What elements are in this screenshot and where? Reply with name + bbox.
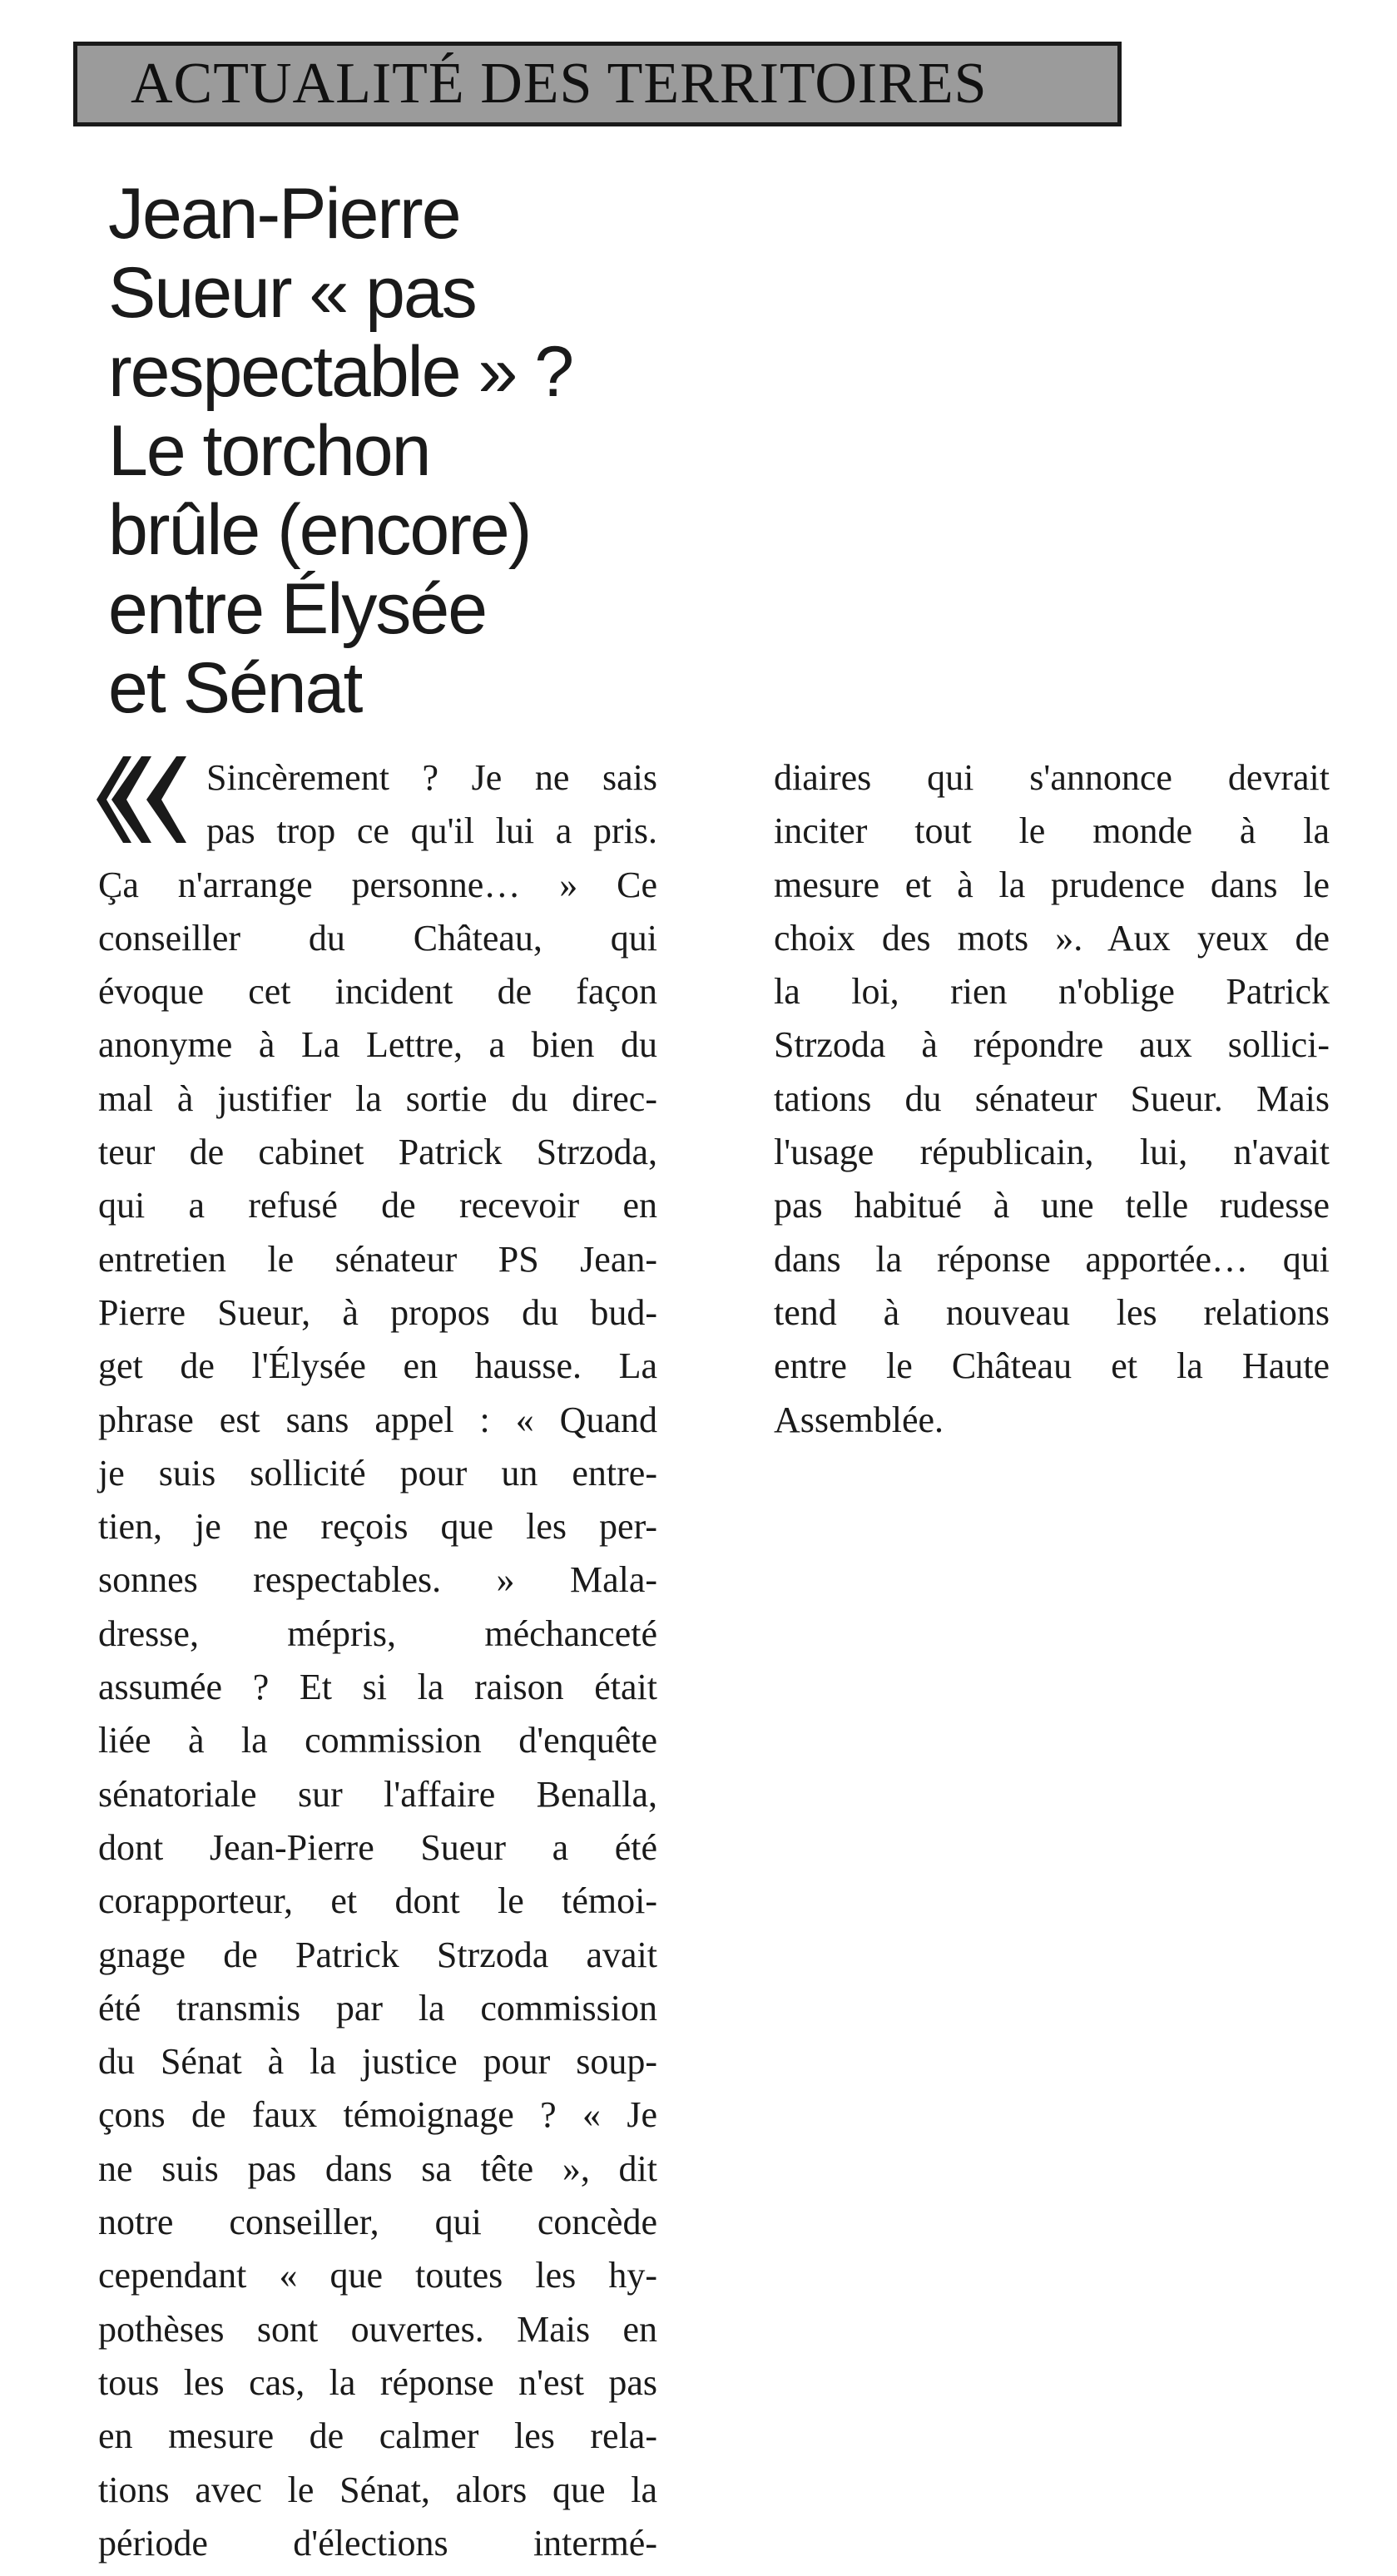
article-line: assumée ? Et si la raison était	[98, 1667, 657, 1708]
headline-line: Jean-Pierre	[108, 174, 460, 254]
article-line: pothèses sont ouvertes. Mais en	[98, 2308, 657, 2350]
article-line: diaires qui s'annonce devrait	[774, 757, 1330, 798]
article-line: phrase est sans appel : « Quand	[98, 1399, 657, 1440]
section-label: ACTUALITÉ DES TERRITOIRES	[131, 52, 988, 116]
article-line: l'usage républicain, lui, n'avait	[774, 1132, 1330, 1173]
article-line: mal à justifier la sortie du direc-	[98, 1077, 657, 1119]
article-line: conseiller du Château, qui	[98, 917, 657, 959]
article-line: çons de faux témoignage ? « Je	[98, 2094, 657, 2136]
article-line: été transmis par la commission	[98, 1987, 657, 2029]
article-line: cependant « que toutes les hy-	[98, 2255, 657, 2296]
article-line: dresse, mépris, méchanceté	[98, 1612, 657, 1654]
article-line: Pierre Sueur, à propos du bud-	[98, 1291, 657, 1333]
article-line: tien, je ne reçois que les per-	[98, 1506, 657, 1548]
article-line: sonnes respectables. » Mala-	[98, 1559, 657, 1601]
headline-line: brûle (encore)	[108, 490, 531, 570]
article-line: inciter tout le monde à la	[774, 810, 1330, 852]
article-line: liée à la commission d'enquête	[98, 1720, 657, 1761]
article-line: la loi, rien n'oblige Patrick	[774, 971, 1330, 1013]
article-line: gnage de Patrick Strzoda avait	[98, 1934, 657, 1975]
article-line: corapporteur, et dont le témoi-	[98, 1880, 657, 1922]
article-line: tations du sénateur Sueur. Mais	[774, 1077, 1330, 1119]
article-right-column	[774, 751, 1330, 1447]
article-line: teur de cabinet Patrick Strzoda,	[98, 1132, 657, 1173]
article-line: pas habitué à une telle rudesse	[774, 1185, 1330, 1226]
article-line: sénatoriale sur l'affaire Benalla,	[98, 1773, 657, 1815]
headline-line: respectable » ?	[108, 332, 573, 412]
article-left-column	[98, 751, 657, 2570]
article-line: entre le Château et la Haute	[774, 1345, 1330, 1387]
article-line: en mesure de calmer les rela-	[98, 2415, 657, 2457]
article-line: anonyme à La Lettre, a bien du	[98, 1024, 657, 1066]
article-line: Strzoda à répondre aux sollici-	[774, 1024, 1330, 1066]
article-line: ne suis pas dans sa tête », dit	[98, 2147, 657, 2189]
article-line: notre conseiller, qui concède	[98, 2202, 657, 2243]
article-line: dont Jean-Pierre Sueur a été	[98, 1826, 657, 1868]
article-line: Assemblée.	[774, 1399, 944, 1440]
article-line: je suis sollicité pour un entre-	[98, 1452, 657, 1494]
article-line: période d'élections intermé-	[98, 2522, 657, 2564]
section-banner	[73, 42, 1122, 126]
headline-line: et Sénat	[108, 648, 362, 728]
article-line: tions avec le Sénat, alors que la	[98, 2469, 657, 2510]
article-line: entretien le sénateur PS Jean-	[98, 1238, 657, 1280]
article-line: tous les cas, la réponse n'est pas	[98, 2361, 657, 2403]
article-line: Sincèrement ? Je ne sais	[206, 757, 657, 798]
article-line: qui a refusé de recevoir en	[98, 1185, 657, 1226]
article-line: choix des mots ». Aux yeux de	[774, 917, 1330, 959]
article-line: get de l'Élysée en hausse. La	[98, 1345, 657, 1387]
headline	[108, 175, 741, 728]
article-line: évoque cet incident de façon	[98, 971, 657, 1013]
headline-line: Le torchon	[108, 411, 430, 491]
article-line: mesure et à la prudence dans le	[774, 864, 1330, 905]
article-line: Ça n'arrange personne… » Ce	[98, 864, 657, 905]
article-line: tend à nouveau les relations	[774, 1291, 1330, 1333]
headline-line: Sueur « pas	[108, 253, 476, 333]
article-line: du Sénat à la justice pour soup-	[98, 2041, 657, 2083]
article-line: pas trop ce qu'il lui a pris.	[206, 810, 657, 852]
article-line: dans la réponse apportée… qui	[774, 1238, 1330, 1280]
headline-line: entre Élysée	[108, 569, 487, 649]
